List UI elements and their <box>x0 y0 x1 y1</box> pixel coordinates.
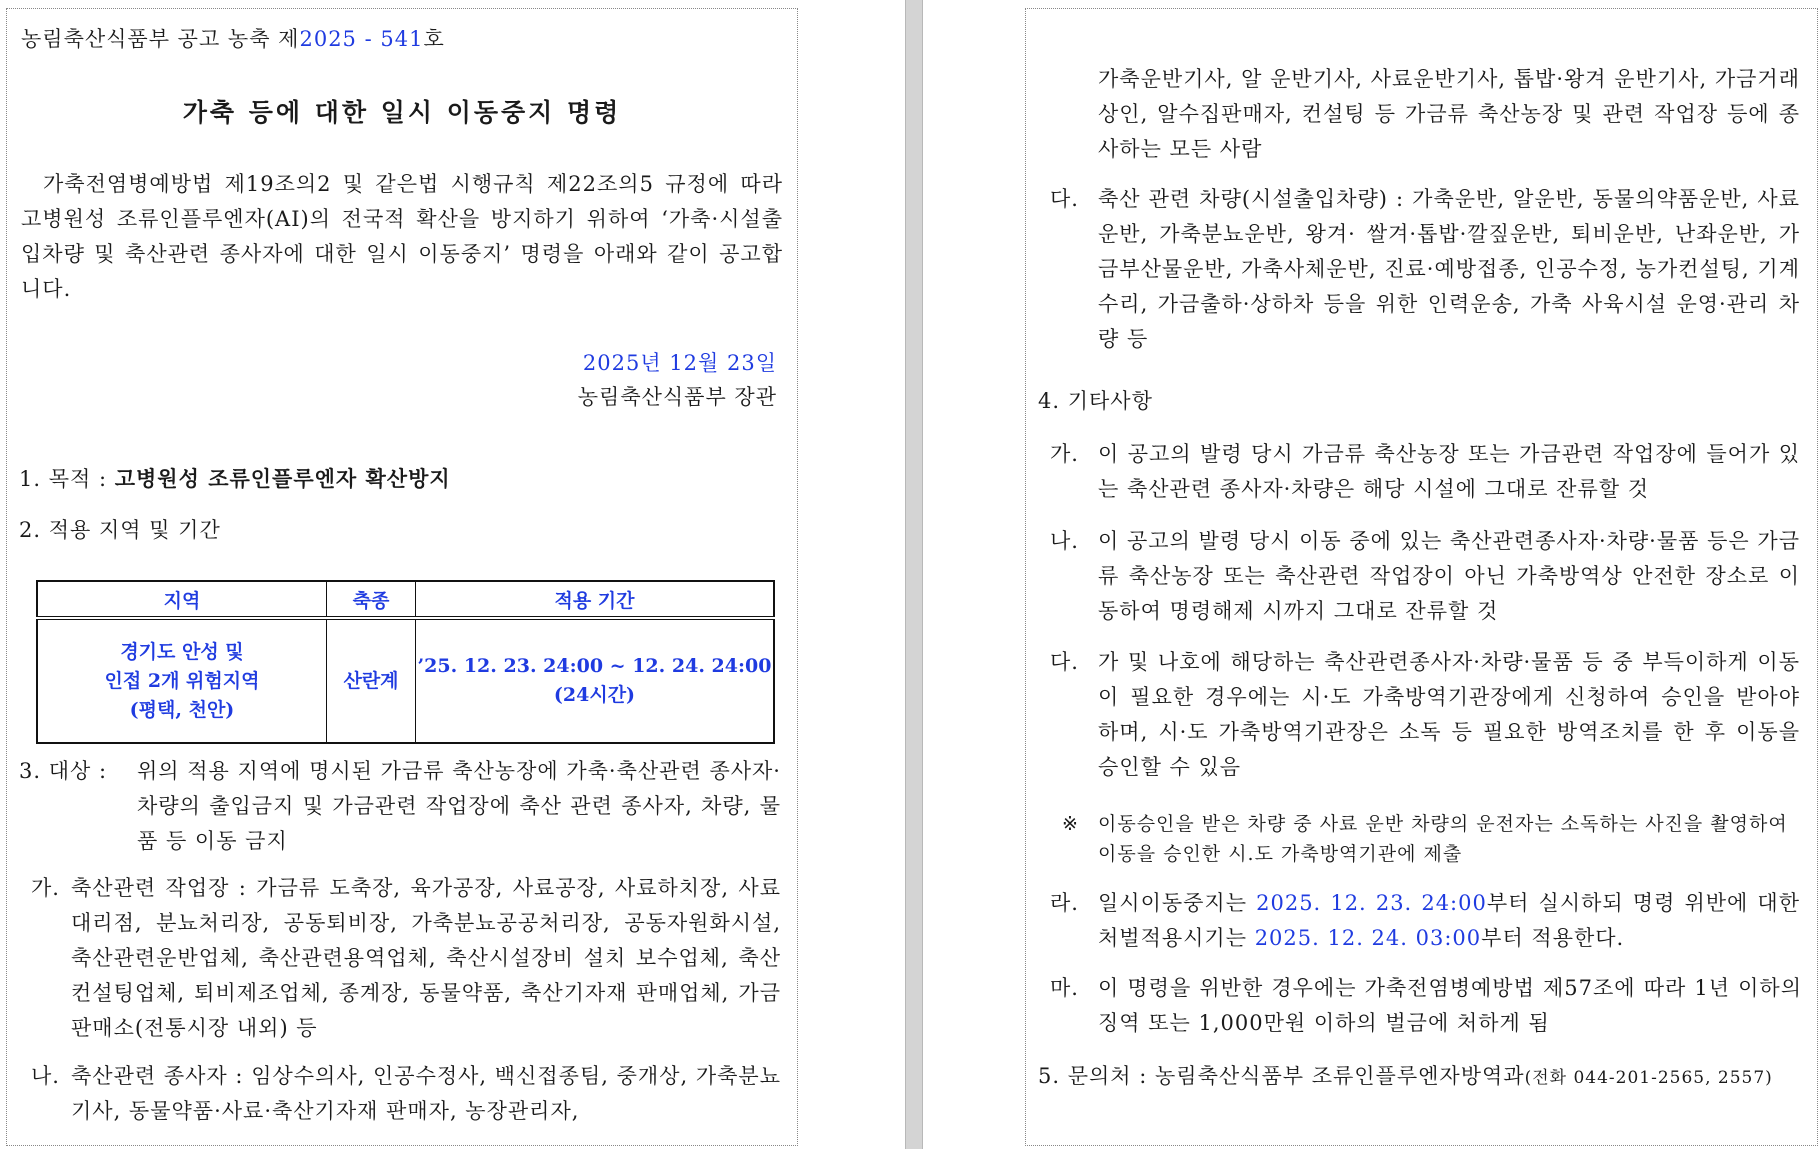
region-line-1: 경기도 안성 및 <box>120 640 244 663</box>
section-3a-text: 축산관련 작업장 : 가금류 도축장, 육가공장, 사료공장, 사료하치장, 사료대리점, 분뇨처리장, 공동퇴비장, 가축분뇨공공처리장, 공동자원화시설, 축산관련운반업체, 축산관련용역업체, 축산시설장비 설치 보수업체, 축산컨설팅업체, 퇴비제조업체, 종계장, 동물약품, 축산기자재 판매업체, 가금판매소(전통시장 내외) 등 <box>71 876 781 1040</box>
document-page-2 <box>1025 8 1818 1146</box>
section-4b-label: 나. <box>1050 529 1079 553</box>
note-mark: ※ <box>1062 813 1079 835</box>
section-4-label: 4. 기타사항 <box>1038 389 1153 413</box>
announcement-number <box>21 23 445 53</box>
section-4d-penalty-time: 2025. 12. 24. 03:00 <box>1254 926 1482 950</box>
header-species: 축종 <box>327 581 416 618</box>
region-table <box>36 580 775 744</box>
announcement-num: 2025 - 541 <box>299 27 424 51</box>
region-table-header <box>37 581 774 618</box>
region-table-row <box>37 618 774 743</box>
section-1-text: 고병원성 조류인플루엔자 확산방지 <box>114 466 451 491</box>
notice-date: 2025년 12월 23일 <box>582 351 777 375</box>
document-page-1 <box>6 8 798 1146</box>
section-1 <box>19 461 789 497</box>
section-4e <box>1050 971 1802 1041</box>
section-3-label: 3. 대상 : <box>19 759 108 783</box>
section-3a-label: 가. <box>31 876 60 900</box>
cell-region <box>37 618 327 743</box>
section-5-contact: (전화 044-201-2565, 2557) <box>1524 1068 1773 1088</box>
region-line-2: 인접 2개 위험지역 <box>104 669 260 692</box>
section-4a <box>1050 437 1800 507</box>
section-4c-label: 다. <box>1050 650 1079 674</box>
section-4d-part3: 부터 적용한다. <box>1481 926 1625 950</box>
section-3c <box>1050 182 1800 357</box>
section-4e-text: 이 명령을 위반한 경우에는 가축전염병예방법 제57조에 따라 1년 이하의 징역 또는 1,000만원 이하의 벌금에 처하게 됨 <box>1098 976 1802 1035</box>
section-2-label: 2. 적용 지역 및 기간 <box>19 518 221 542</box>
section-4d-label: 라. <box>1050 891 1079 915</box>
section-3c-text: 축산 관련 차량(시설출입차량) : 가축운반, 알운반, 동물의약품운반, 사료운반, 가축분뇨운반, 왕겨· 쌀겨·톱밥·깔짚운반, 퇴비운반, 난좌운반, 가금부산물운반, 가축사체운반, 진료·예방접종, 인공수정, 농가컨설팅, 기계수리, 가금출하·상하차 등을 위한 인력운송, 가축 사육시설 운영·관리 차량 등 <box>1098 187 1800 351</box>
section-4d-text <box>1098 886 1800 956</box>
section-3b-label: 나. <box>31 1064 60 1088</box>
section-5-label: 5. 문의처 : <box>1038 1064 1148 1088</box>
cell-species: 산란계 <box>327 618 416 743</box>
section-4b-text: 이 공고의 발령 당시 이동 중에 있는 축산관련종사자·차량·물품 등은 가금류 축산농장 또는 축산관련 작업장이 아닌 가축방역상 안전한 장소로 이동하여 명령해제 시까지 그대로 잔류할 것 <box>1098 529 1800 623</box>
section-5 <box>1038 1059 1808 1096</box>
section-3a <box>31 871 781 1046</box>
section-3c-label: 다. <box>1050 187 1079 211</box>
section-3b-part1 <box>31 1059 781 1129</box>
section-4b <box>1050 524 1800 629</box>
section-4a-text: 이 공고의 발령 당시 가금류 축산농장 또는 가금관련 작업장에 들어가 있는 축산관련 종사자·차량은 해당 시설에 그대로 잔류할 것 <box>1098 442 1800 501</box>
note-text: 이동승인을 받은 차량 중 사료 운반 차량의 운전자는 소독하는 사진을 촬영하여 이동을 승인한 시.도 가축방역기관에 제출 <box>1098 813 1788 865</box>
page-gutter <box>905 0 923 1149</box>
section-4d-part2: 부터 실시하되 명령 위반에 대한 처벌적용시기는 <box>1098 891 1800 950</box>
period-line-1: ’25. 12. 23. 24:00 ~ 12. 24. 24:00 <box>417 655 772 677</box>
intro-paragraph: 가축전염병예방법 제19조의2 및 같은법 시행규칙 제22조의5 규정에 따라 고병원성 조류인플루엔자(AI)의 전국적 확산을 방지하기 위하여 ‘가축·시설출입차량 및 축산관련 종사자에 대한 일시 이동중지’ 명령을 아래와 같이 공고합니다. <box>21 172 783 301</box>
header-period: 적용 기간 <box>416 581 775 618</box>
section-4d <box>1050 886 1800 956</box>
section-1-label: 1. 목적 : <box>19 467 108 491</box>
announcement-suffix: 호 <box>423 27 445 51</box>
header-region: 지역 <box>37 581 327 618</box>
document-title: 가축 등에 대한 일시 이동중지 명령 <box>182 98 622 127</box>
section-4c-text: 가 및 나호에 해당하는 축산관련종사자·차량·물품 등 중 부득이하게 이동이 필요한 경우에는 시·도 가축방역기관장에게 신청하여 승인을 받아야 하며, 시·도 가축방역기관장은 소독 등 필요한 방역조치를 한 후 이동을 승인할 수 있음 <box>1098 650 1800 779</box>
section-4d-start-time: 2025. 12. 23. 24:00 <box>1256 891 1487 915</box>
period-line-2: (24시간) <box>553 684 636 706</box>
cell-period <box>416 618 775 743</box>
section-3-text: 위의 적용 지역에 명시된 가금류 축산농장에 가축·축산관련 종사자·차량의 출입금지 및 가금관련 작업장에 축산 관련 종사자, 차량, 물품 등 이동 금지 <box>137 759 781 853</box>
section-4c <box>1050 645 1800 785</box>
notice-signer: 농림축산식품부 장관 <box>577 385 777 409</box>
section-4a-label: 가. <box>1050 442 1079 466</box>
section-4e-label: 마. <box>1050 976 1079 1000</box>
announcement-prefix: 농림축산식품부 공고 농축 제 <box>21 27 300 51</box>
section-3b-text-1: 축산관련 종사자 : 임상수의사, 인공수정사, 백신접종팀, 중개상, 가축분뇨 기사, 동물약품·사료·축산기자재 판매자, 농장관리자, <box>71 1064 781 1123</box>
section-3b-part2: 가축운반기사, 알 운반기사, 사료운반기사, 톱밥·왕겨 운반기사, 가금거래상인, 알수집판매자, 컨설팅 등 가금류 축산농장 및 관련 작업장 등에 종사하는 모든 사람 <box>1098 67 1800 161</box>
section-4d-part1: 일시이동중지는 <box>1098 891 1257 915</box>
approval-note <box>1062 809 1800 869</box>
section-3 <box>19 754 781 859</box>
region-line-3: (평택, 천안) <box>129 698 235 721</box>
section-5-text: 농림축산식품부 조류인플루엔자방역과 <box>1155 1064 1525 1088</box>
